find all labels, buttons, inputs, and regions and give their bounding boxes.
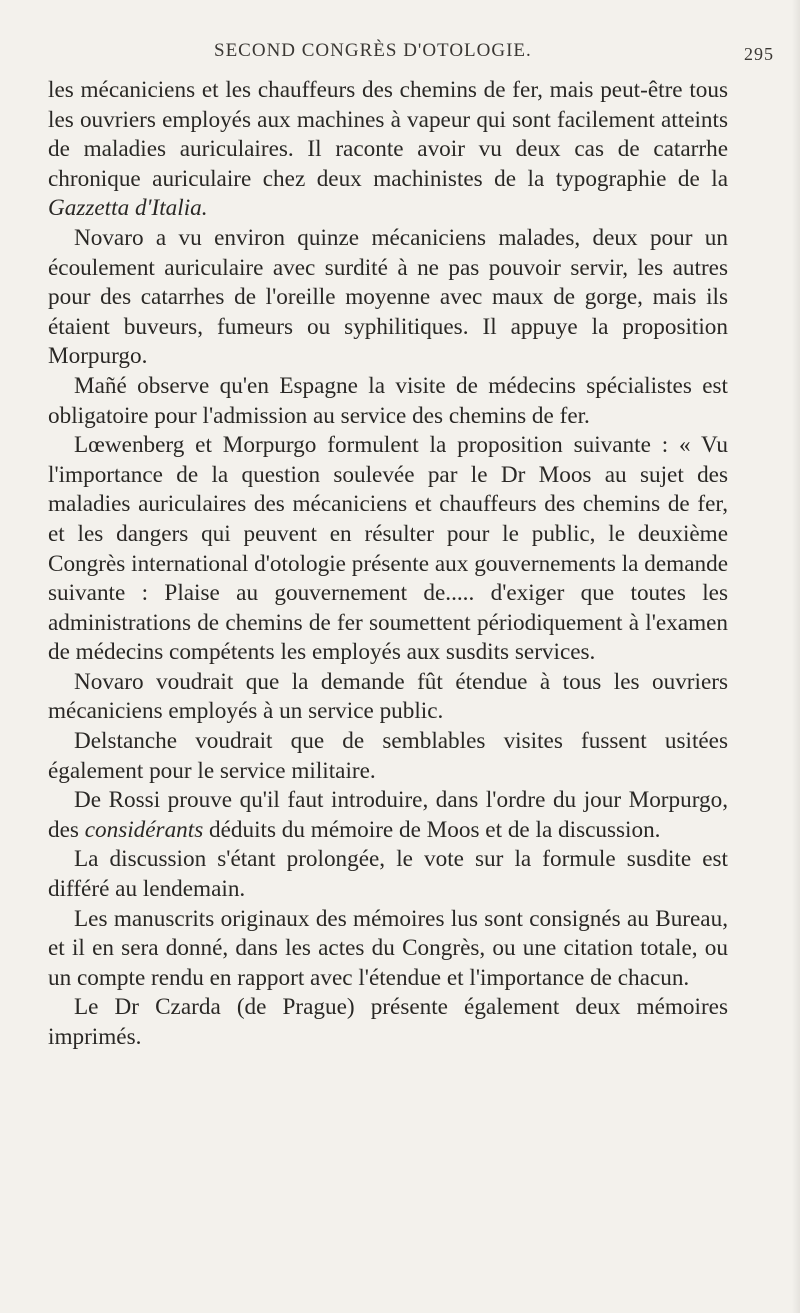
- body-text: [48, 76, 728, 1053]
- paragraph-2: Novaro a vu environ quinze mécaniciens malades, deux pour un écoulement auriculaire avec surdité à ne pas pouvoir servir, les autres pour des catarrhes de l'oreille moyenne avec maux de gorge, mais ils étaient buveurs, fumeurs ou syphilitiques. Il appuye la proposition Morpurgo.: [48, 224, 728, 370]
- journal-title: Gazzetta d'Italia.: [48, 195, 208, 222]
- paragraph-1: les mécaniciens et les chauffeurs des chemins de fer, mais peut-être tous les ouvriers employés aux machines à vapeur qui sont facilement atteints de maladies auriculaires. Il raconte avoir vu deux cas de catarrhe chronique auriculaire chez deux machinistes de la typographie de la Gazzetta d'Italia.: [48, 77, 728, 222]
- paragraph-7: De Rossi prouve qu'il faut introduire, dans l'ordre du jour Morpurgo, des considérants déduits du mémoire de Moos et de la discussion.: [48, 787, 728, 843]
- paragraph-9: Les manuscrits originaux des mémoires lus sont consignés au Bureau, et il en sera donné, dans les actes du Congrès, ou une citation totale, ou un compte rendu en rapport avec l'étendue et l'importance de chacun.: [48, 905, 728, 991]
- paragraph-6: Delstanche voudrait que de semblables visites fussent usitées également pour le service militaire.: [48, 728, 728, 784]
- running-title: SECOND CONGRÈS D'OTOLOGIE.: [214, 40, 532, 61]
- paragraph-3: Mañé observe qu'en Espagne la visite de médecins spécialistes est obligatoire pour l'admission au service des chemins de fer.: [48, 372, 728, 429]
- page-edge-shadow: [792, 0, 800, 1313]
- paragraph-5: Novaro voudrait que la demande fût étendue à tous les ouvriers mécaniciens employés à un service public.: [48, 668, 728, 725]
- paragraph-4: Lœwenberg et Morpurgo formulent la proposition suivante : « Vu l'importance de la question soulevée par le Dr Moos au sujet des maladies auriculaires des mécaniciens et chauffeurs des chemins de fer, et les dangers qui peuvent en résulter pour le public, le deuxième Congrès international d'otologie présente aux gouvernements la demande suivante : Plaise au gouvernement de..... d'exiger que toutes les administrations de chemins de fer soumettent périodiquement à l'examen de médecins compétents les employés aux susdits services.: [48, 432, 728, 666]
- paragraph-8: La discussion s'étant prolongée, le vote sur la formule susdite est différé au lendemain.: [48, 846, 728, 903]
- page-number: 295: [744, 44, 774, 64]
- italic-term: considérants: [84, 816, 204, 843]
- paragraph-10: Le Dr Czarda (de Prague) présente également deux mémoires imprimés.: [48, 994, 728, 1050]
- page-header: [48, 34, 774, 64]
